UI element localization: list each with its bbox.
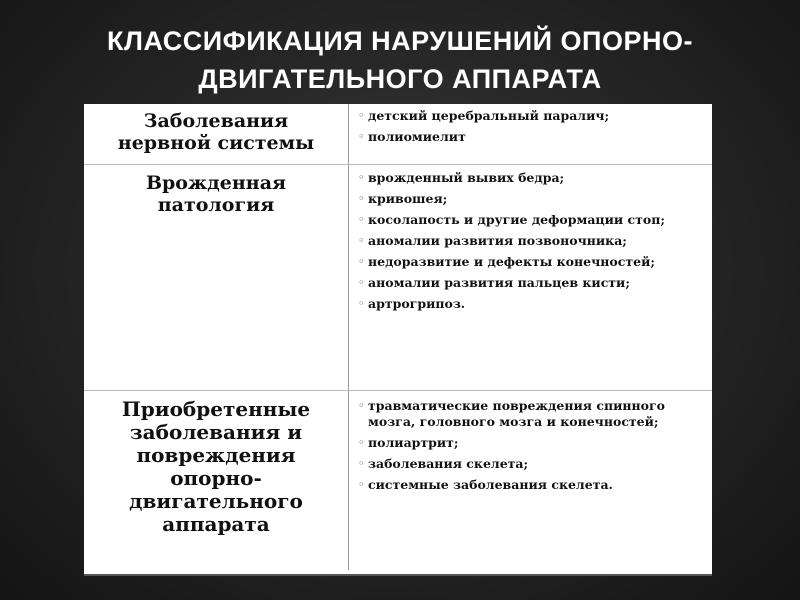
list-item (358, 254, 708, 270)
list-item (358, 191, 708, 207)
list-item-text: полиартрит; (368, 435, 459, 450)
list-item-text: полиомиелит (368, 129, 466, 144)
list-item (358, 435, 708, 451)
bullet-icon: ◦ (358, 478, 365, 491)
bullet-icon: ◦ (358, 213, 365, 226)
list-item-text: заболевания скелета; (368, 456, 529, 471)
category-label: Врожденная (145, 172, 287, 194)
list-item (358, 456, 708, 472)
list-item-text: системные заболевания скелета. (368, 477, 613, 492)
category-label: аппарата (162, 512, 270, 536)
category-label: повреждения (136, 443, 296, 467)
category-label: нервной системы (117, 132, 315, 154)
category-label: двигательного (129, 489, 303, 513)
list-item-text: недоразвитие и дефекты конечностей; (368, 254, 655, 269)
bullet-icon: ◦ (358, 297, 365, 310)
bullet-icon: ◦ (358, 436, 365, 449)
category-label: Приобретенные (121, 397, 311, 421)
list-item-text: кривошея; (368, 191, 448, 206)
slide-title-line-1: КЛАССИФИКАЦИЯ НАРУШЕНИЙ ОПОРНО- (107, 26, 693, 56)
list-item (358, 129, 708, 145)
bullet-icon: ◦ (358, 171, 365, 184)
list-item-text: аномалии развития позвоночника; (368, 233, 627, 248)
list-item (358, 477, 708, 493)
classification-table (84, 104, 712, 576)
table-row (84, 390, 712, 574)
items-cell (358, 170, 708, 317)
list-item-text: детский церебральный паралич; (368, 108, 610, 123)
bullet-icon: ◦ (358, 109, 365, 122)
items-cell (358, 398, 708, 498)
category-cell (84, 104, 348, 170)
bullet-icon: ◦ (358, 457, 365, 470)
category-label: заболевания и (129, 420, 303, 444)
table-row (84, 104, 712, 165)
list-item-text: косолапость и другие деформации стоп; (368, 212, 666, 227)
slide-title (0, 22, 800, 98)
list-item (358, 398, 708, 430)
items-cell (358, 108, 708, 150)
list-item (358, 212, 708, 228)
category-label: патология (157, 194, 275, 216)
list-item-text: артрогрипоз. (368, 296, 466, 311)
category-label: опорно- (170, 466, 262, 490)
bullet-icon: ◦ (358, 399, 365, 412)
list-item (358, 170, 708, 186)
table-row (84, 164, 712, 391)
list-item (358, 108, 708, 124)
list-item (358, 296, 708, 312)
bullet-icon: ◦ (358, 234, 365, 247)
list-item (358, 275, 708, 291)
slide-title-line-2: ДВИГАТЕЛЬНОГО АППАРАТА (198, 64, 602, 94)
bullet-icon: ◦ (358, 192, 365, 205)
bullet-icon: ◦ (358, 255, 365, 268)
bullet-icon: ◦ (358, 130, 365, 143)
list-item (358, 233, 708, 249)
category-cell (84, 164, 348, 398)
list-item-text: врожденный вывих бедра; (368, 170, 565, 185)
category-cell (84, 390, 348, 582)
bullet-icon: ◦ (358, 276, 365, 289)
category-label: Заболевания (143, 110, 289, 132)
list-item-text: аномалии развития пальцев кисти; (368, 275, 630, 290)
list-item-text: травматические повреждения спинного мозга, головного мозга и конечностей; (368, 398, 666, 429)
